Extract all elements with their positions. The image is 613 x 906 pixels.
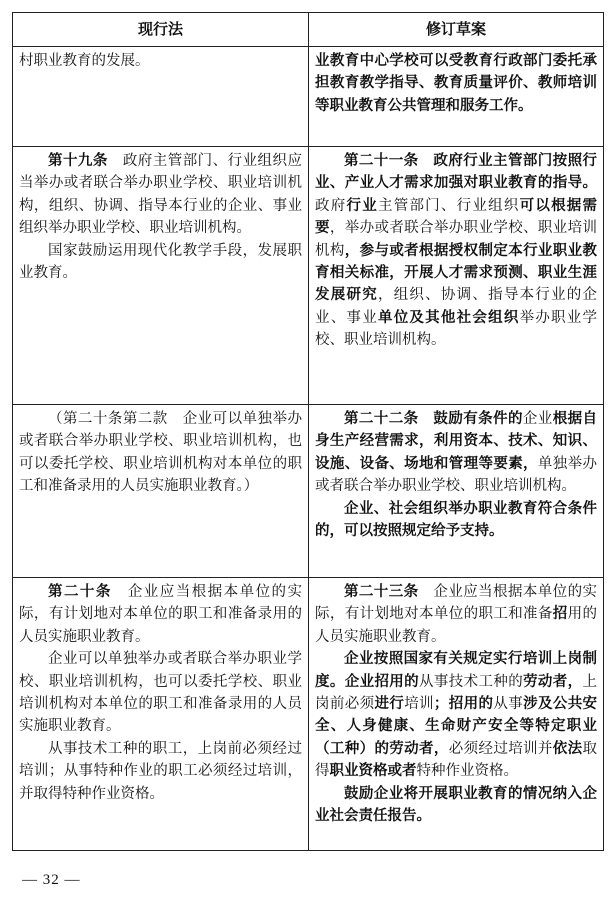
header-current-law: 现行法	[13, 13, 309, 47]
text-run: 政府	[315, 197, 347, 214]
text-run: 从事技术工种的职工，上岗前必须经过培训；从事特种作业的职工必须经过培训，并取得特种作业资格。	[19, 740, 302, 802]
paragraph	[19, 240, 302, 285]
table-row	[13, 578, 604, 851]
paragraph	[19, 738, 302, 805]
bold-text-run: 第十九条	[48, 152, 108, 169]
text-run: ，组织、协调、指导本行业的企业、事业	[315, 287, 598, 326]
paragraph	[315, 648, 597, 782]
text-run: 必须经过培训并	[448, 740, 553, 757]
bold-text-run: 行业	[346, 196, 378, 214]
text-run: 主管部门、行业组织	[377, 197, 520, 214]
table-header-row	[13, 13, 604, 47]
bold-text-run: ；招用的	[433, 695, 494, 713]
bold-text-run: ，参与或者根据授权制定本行业职业教育相关标准，开展人才需求预测、职业生涯发展研究	[315, 241, 598, 304]
text-run: ，举办或者联合举办职业学校、职业培训机构	[315, 220, 598, 259]
bold-text-run: 进行	[374, 695, 405, 713]
text-run: 国家鼓励运用现代化教学手段，发展职业教育。	[19, 242, 302, 282]
text-run: 企业应当根据本单位的实际，有计划地对本单位的职工和准备	[315, 584, 597, 623]
text-run: （第二十条第二款 企业可以单独举办或者联合举办职业学校、职业培训机构，也可以委托学校、职业培训机构对本单位的职工和准备录用的人员实施职业教育。）	[19, 411, 302, 495]
text-run: 企业可以单独举办或者联合举办职业学校、职业培训机构，也可以委托学校、职业培训机构对本单位的职工和准备录用的人员实施职业教育。	[19, 651, 302, 735]
paragraph	[315, 50, 597, 117]
bold-text-run: 单位及其他社会组织	[377, 308, 520, 326]
current-law-cell	[13, 578, 309, 851]
paragraph	[315, 783, 597, 828]
text-run: 从事	[493, 696, 524, 713]
bold-text-run: 企业按照国家有关规定实行培训上岗制度。企业招用的	[315, 650, 597, 690]
text-run: 单独举办或者联合举办职业学校、职业培训机构。	[315, 455, 598, 495]
text-run: 举办职业学校、职业培训机构。	[315, 309, 598, 349]
bold-text-run: 第二十三条	[344, 583, 419, 600]
bold-text-run: 依法	[552, 739, 583, 757]
text-run: 用的人员实施职业教育。	[315, 606, 598, 645]
paragraph	[315, 150, 597, 352]
bold-text-run: 鼓励企业将开展职业教育的情况纳入企业社会责任报告。	[315, 784, 597, 825]
paragraph	[19, 408, 302, 498]
text-run: 特种作业资格。	[416, 763, 518, 780]
paragraph	[315, 498, 597, 543]
bold-text-run: 可以根据需要	[315, 196, 598, 237]
paragraph	[19, 50, 302, 72]
text-run: 取得	[315, 740, 598, 780]
current-law-cell	[13, 47, 309, 147]
bold-text-run: 第二十二条 鼓励有条件的	[344, 410, 523, 427]
paragraph	[19, 150, 302, 240]
current-law-cell	[13, 405, 309, 578]
bold-text-run: 第二十一条 政府行业主管部门按照行业、产业人才需求加强对职业教育的指导。	[315, 152, 597, 192]
revised-draft-cell	[309, 405, 604, 578]
paragraph	[315, 581, 597, 648]
header-revised-draft: 修订草案	[309, 13, 604, 47]
revised-draft-cell	[309, 47, 604, 147]
table-row	[13, 147, 604, 405]
paragraph	[19, 581, 302, 648]
table-row	[13, 47, 604, 147]
paragraph	[19, 648, 302, 738]
page-number: — 32 —	[22, 872, 81, 888]
text-run: 培训	[404, 696, 434, 713]
comparison-table	[12, 12, 604, 851]
text-run: 企业应当根据本单位的实际，有计划地对本单位的职工和准备录用的人员实施职业教育。	[19, 584, 303, 645]
revised-draft-cell	[309, 578, 604, 851]
bold-text-run: 业教育中心学校可以受教育行政部门委托承担教育教学指导、教育质量评价、教师培训等职业教育公共管理和服务工作。	[315, 52, 597, 114]
current-law-cell	[13, 147, 309, 405]
text-run: 从事技术工种的	[419, 673, 524, 690]
bold-text-run: 招	[552, 605, 568, 623]
text-run: 上岗前必须	[315, 673, 598, 713]
bold-text-run: 根据自身生产经营需求，利用资本、技术、知识、设施、设备、场地和管理等要素，	[315, 410, 597, 472]
text-run: 企业	[522, 411, 553, 427]
bold-text-run: 职业资格或者	[329, 762, 417, 780]
text-run: 政府主管部门、行业组织应当举办或者联合举办职业学校、职业培训机构，组织、协调、指导本行业的企业、事业组织举办职业学校、职业培训机构。	[19, 153, 302, 237]
table-row	[13, 405, 604, 578]
bold-text-run: 劳动者，	[523, 672, 583, 690]
bold-text-run: 第二十条	[48, 583, 112, 600]
paragraph	[315, 408, 597, 498]
bold-text-run: 企业、社会组织举办职业教育符合条件的，可以按照规定给予支持。	[315, 499, 597, 540]
revised-draft-cell	[309, 147, 604, 405]
bold-text-run: 涉及公共安全、人身健康、生命财产安全等特定职业（工种）的劳动者，	[315, 695, 598, 757]
text-run: 村职业教育的发展。	[19, 53, 150, 69]
